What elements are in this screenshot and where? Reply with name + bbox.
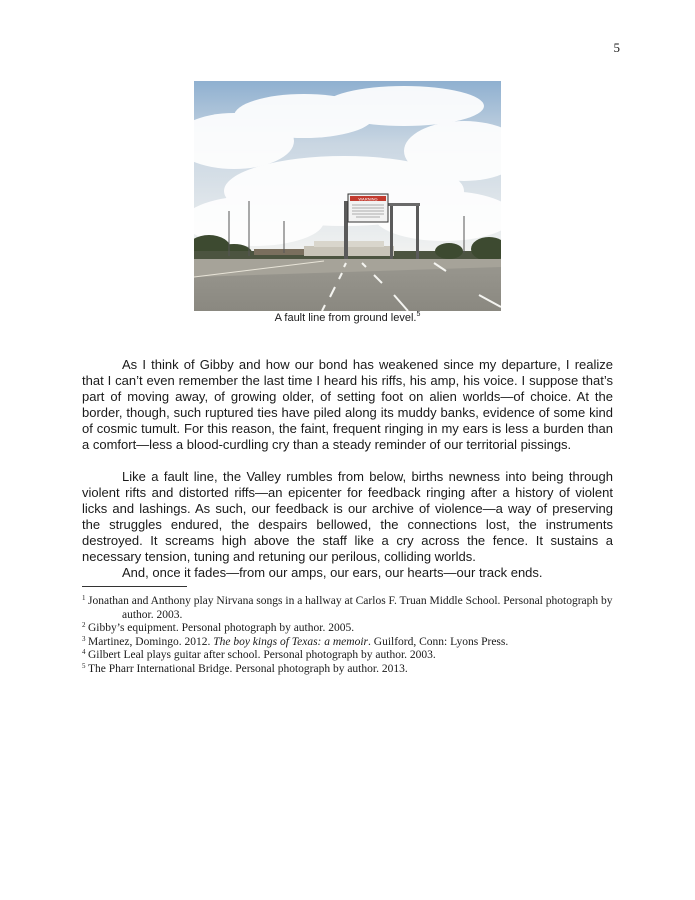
footnote-text: The Pharr International Bridge. Personal photograph by author. 2013.: [88, 662, 408, 675]
footnotes: [82, 595, 613, 676]
footnote-text: Jonathan and Anthony play Nirvana songs in a hallway at Carlos F. Truan Middle School. Personal photograph by: [88, 595, 613, 607]
footnote-text: Gibby’s equipment. Personal photograph by author. 2005.: [88, 622, 355, 634]
footnote-number: 4: [82, 648, 86, 656]
figure-caption: [120, 312, 575, 324]
footnote-text: Gilbert Leal plays guitar after school. Personal photograph by author. 2003.: [88, 649, 436, 661]
footnote-text-continued: author. 2003.: [122, 608, 183, 621]
footnote-number: 1: [82, 594, 86, 602]
footnote-number: 5: [82, 661, 86, 670]
photo-fault-line: [194, 81, 501, 311]
caption-text: A fault line from ground level.: [274, 312, 417, 324]
footnote-1: [82, 595, 613, 622]
footnote-5: [82, 663, 613, 677]
footnote-citation-prefix: Martinez, Domingo. 2012.: [88, 635, 214, 648]
paragraph-3: And, once it fades—from our amps, our ears, our hearts—our track ends.: [122, 565, 543, 580]
footnote-text: [88, 636, 613, 650]
footnote-divider: [82, 586, 187, 587]
paragraph-2: Like a fault line, the Valley rumbles from below, births newness into being through violent rifts and distorted riffs—an epicenter for feedback ringing after a history of violent licks and lashings. As such, our feedback is our archive of violence—a way of preserving the struggles endured, the despairs bellowed, the connections lost, the instruments destroyed. It screams high above the staff like a cry across the fence. It sustains a necessary tension, tuning and retuning our perilous, colliding worlds.: [82, 469, 613, 564]
footnote-4: [82, 649, 613, 663]
footnote-number: 3: [82, 634, 86, 643]
page-number: 5: [613, 40, 620, 55]
caption-footnote-ref: 5: [416, 311, 421, 318]
footnote-3: [82, 636, 613, 650]
footnote-number: 2: [82, 621, 86, 629]
book-title: The boy kings of Texas: a memoir: [213, 635, 369, 648]
footnote-2: [82, 622, 613, 636]
footnote-citation-suffix: . Guilford, Conn: Lyons Press.: [368, 635, 509, 648]
paragraph-1: As I think of Gibby and how our bond has weakened since my departure, I realize that I can’t even remember the last time I heard his riffs, his amp, his voice. I suppose that’s part of moving away, of growing older, of setting foot on alien worlds—of choice. At the border, though, such ruptured ties have piled along its muddy banks, evidence of some kind of cosmic tumult. For this reason, the faint, frequent ringing in my ears is less a burden than a comfort—less a blood-curdling cry than a steady reminder of our territorial pissings.: [82, 357, 613, 452]
road-photo-illustration: [194, 81, 501, 311]
warning-sign-text: WARNING: [358, 196, 378, 202]
